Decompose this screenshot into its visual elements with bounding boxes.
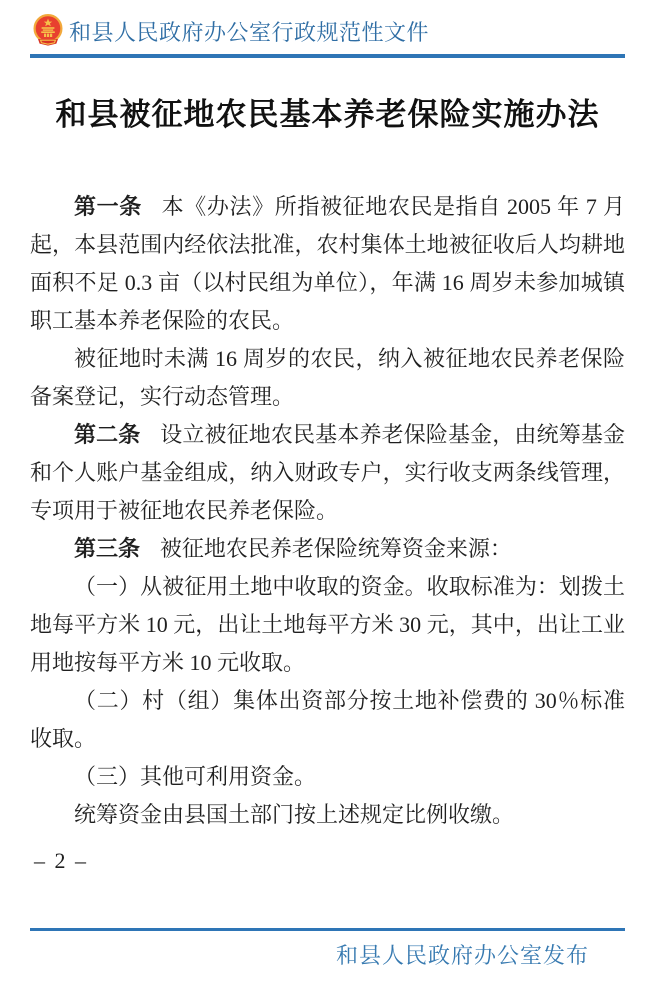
page-number: – 2 –: [34, 848, 88, 873]
paragraph: [30, 340, 625, 416]
publisher-label: 和县人民政府办公室发布: [335, 943, 589, 968]
paragraph-article-3: [30, 530, 625, 568]
masthead-title: 和县人民政府办公室行政规范性文件: [69, 19, 430, 45]
document-title: 和县被征地农民基本养老保险实施办法: [55, 97, 600, 132]
paragraph-article-1: [30, 188, 625, 340]
document-body: [30, 188, 625, 834]
article-1-label: 第一条: [74, 194, 142, 219]
paragraph-item-2: [30, 682, 625, 758]
paragraph-text: 本《办法》所指被征地农民是指自 2005 年 7 月起，本县范围内经依法批准，农村集体土地被征收后人均耕地面积不足 0.3 亩（以村民组为单位），年满 16 周岁未参加城镇职工基本养老保险的农民。: [30, 194, 625, 333]
article-3-label: 第三条: [74, 536, 141, 561]
footer-divider: [30, 928, 625, 931]
article-2-label: 第二条: [74, 422, 141, 447]
paragraph-text: 统筹资金由县国土部门按上述规定比例收缴。: [74, 802, 515, 827]
paragraph-item-3: [30, 758, 625, 796]
paragraph-text: 被征地农民养老保险统筹资金来源：: [159, 536, 512, 561]
header-divider: [30, 54, 625, 58]
paragraph-text: 设立被征地农民基本养老保险基金，由统筹基金和个人账户基金组成，纳入财政专户，实行收支两条线管理，专项用于被征地农民养老保险。: [30, 422, 625, 523]
paragraph-item-1: [30, 568, 625, 682]
paragraph: [30, 796, 625, 834]
paragraph-text: （二）村（组）集体出资部分按土地补偿费的 30％标准收取。: [30, 688, 625, 751]
paragraph-text: （一）从被征用土地中收取的资金。收取标准为：划拨土地每平方米 10 元，出让土地每平方米 30 元，其中，出让工业用地按每平方米 10 元收取。: [30, 574, 625, 675]
paragraph-text: （三）其他可利用资金。: [74, 764, 317, 789]
national-emblem-icon: [33, 14, 63, 48]
masthead: [0, 0, 655, 48]
paragraph-article-2: [30, 416, 625, 530]
paragraph-text: 被征地时未满 16 周岁的农民，纳入被征地农民养老保险备案登记，实行动态管理。: [30, 346, 625, 409]
